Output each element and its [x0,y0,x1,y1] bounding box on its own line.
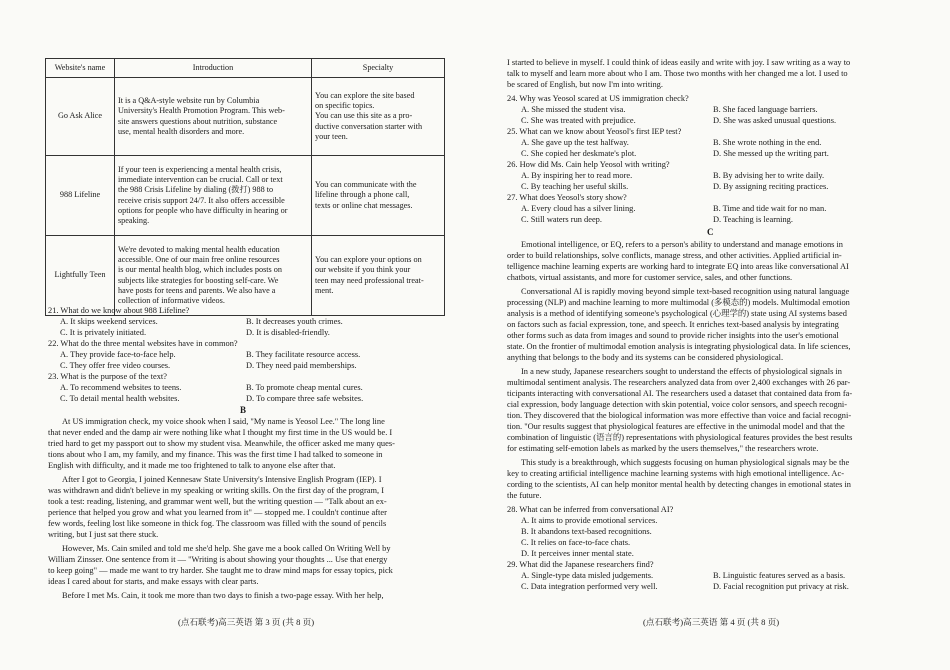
passage-line: for estimating self-emotion labels as marked by the users themselves," the researchers wrote. [507,444,819,453]
option[interactable]: C. It is privately initiated. [60,328,147,337]
intro-line: collection of informative videos. [118,296,225,306]
question-28: 28. What can be inferred from conversational AI? [507,505,674,514]
intro-line: the 988 Crisis Lifeline by dialing (拨打) 988 to [118,185,274,195]
intro-cell [115,78,312,156]
intro-line: speaking. [118,216,150,226]
option[interactable]: C. It relies on face-to-face chats. [521,538,631,547]
header-cell: Specialty [312,59,445,78]
passage-line: anything that belongs to the body and its systems can be considered physiological. [507,353,784,362]
spec-line: You can explore the site based [315,90,415,100]
site-name-cell: 988 Lifeline [46,156,115,236]
table-row [46,236,445,316]
spec-line: You can communicate with the [315,180,417,190]
passage-line: writing, but I just sat there stuck. [48,530,159,539]
option[interactable]: A. Single-type data misled judgements. [521,571,654,580]
spec-line: texts or online chat messages. [315,200,413,210]
spec-line: You can explore your options on [315,254,422,264]
option[interactable]: A. They provide face-to-face help. [60,350,176,359]
passage-line: processing (NLP) and machine learning to more multimodal (多模态的) models. Multimodal emotion [507,298,850,307]
question-25: 25. What can we know about Yeosol's first IEP test? [507,127,682,136]
passage-line: tion. "Our results suggest that physiological features are effective in the unimodal model and that the [507,422,845,431]
option[interactable]: B. By advising her to write daily. [713,171,825,180]
intro-line: University's Health Promotion Program. This web- [118,106,285,116]
question-21: 21. What do we know about 988 Lifeline? [48,306,190,315]
option[interactable]: C. To detail mental health websites. [60,394,180,403]
page-footer: (点石联考)高三英语 第 3 页 (共 8 页) [178,617,315,627]
spec-line: on specific topics. [315,101,375,111]
option[interactable]: C. They offer free video courses. [60,361,171,370]
page-footer: (点石联考)高三英语 第 4 页 (共 8 页) [643,617,780,627]
spec-line: our website if you think your [315,265,411,275]
site-name-cell: Lightfully Teen [46,236,115,316]
spec-line: teen may need professional treat- [315,275,424,285]
passage-line: multimodal sentiment analysis. The researchers analyzed data from over 2,400 exchanges with 26 par- [507,378,851,387]
passage-line: talk to myself and learn more about who I am. Those two months with her changed me a lot. I used to [507,69,848,78]
option[interactable]: C. She was treated with prejudice. [521,116,636,125]
question-27: 27. What does Yeosol's story show? [507,193,627,202]
spec-line: your teen. [315,131,348,141]
option[interactable]: B. Linguistic features served as a basis. [713,571,846,580]
option[interactable]: D. It perceives inner mental state. [521,549,634,558]
option[interactable]: A. She missed the student visa. [521,105,626,114]
intro-line: It is a Q&A-style website run by Columbia [118,95,260,105]
passage-line: In a new study, Japanese researchers sought to understand the effects of physiological signals in [521,367,842,376]
option[interactable]: C. She copied her deskmate's plot. [521,149,637,158]
passage-line: the future. [507,491,542,500]
intro-line: site answers questions about nutrition, substance [118,116,278,126]
passage-line: order to build relationships, solve conflicts, manage stress, and other activities. Applied artificial in- [507,251,842,260]
header-cell: Introduction [115,59,312,78]
intro-line: have posts for teens and parents. We also have a [118,285,276,295]
passage-line: few words, feeling lost like someone in thick fog. The classroom was filled with the sound of pencils [48,519,387,528]
passage-line: tried hard to get my passport out to show my student visa. Meanwhile, the officer asked me many ques- [48,439,395,448]
option[interactable]: A. It skips weekend services. [60,317,158,326]
passage-line: At US immigration check, my voice shook when I said, "My name is Yeosol Lee." The long line [62,417,385,426]
option[interactable]: A. She gave up the test halfway. [521,138,629,147]
option[interactable]: A. By inspiring her to read more. [521,171,633,180]
intro-line: options for people who have difficulty in hearing or [118,205,288,215]
intro-line: If your teen is experiencing a mental health crisis, [118,164,282,174]
passage-line: combination of linguistic (语言的) representations with physiological features provides the best results [507,433,853,442]
option[interactable]: D. Teaching is learning. [713,215,793,224]
intro-line: We're devoted to making mental health education [118,244,280,254]
intro-cell [115,236,312,316]
passage-line: ticipants interacting with conversational AI. The researchers used a dataset that contained data from fa- [507,389,853,398]
option[interactable]: A. Every cloud has a silver lining. [521,204,636,213]
option[interactable]: A. It aims to provide emotional services. [521,516,658,525]
question-22: 22. What do the three mental websites have in common? [48,339,238,348]
intro-line: accessible. One of our main free online resources [118,254,280,264]
passage-line: tion. They discovered that the biological information was more effective than voice and facial recogni- [507,411,852,420]
passage-line: cial expression, body language detection with skin potential, voice color sensors, and speech recogni- [507,400,848,409]
spec-line: ment. [315,285,334,295]
intro-line: is our mental health blog, which includes posts on [118,265,282,275]
table-row [46,156,445,236]
question-24: 24. Why was Yeosol scared at US immigration check? [507,94,689,103]
passage-line: perience that helped you grow and what you learned from it" — stopped me. I couldn't continue after [48,508,387,517]
passage-line: ideas I cared about for starts, and make essays with clear parts. [48,577,259,586]
passage-line: analysis is a method of identifying someone's psychological (心理学的) state using AI systems based [507,309,847,318]
intro-line: use, mental health disorders and more. [118,126,245,136]
passage-line: English with difficulty, and it made me too frightened to talk to anyone else after that. [48,461,336,470]
question-29: 29. What did the Japanese researchers find? [507,560,654,569]
question-26: 26. How did Ms. Cain help Yeosol with writing? [507,160,670,169]
option[interactable]: B. It abandons text-based recognitions. [521,527,652,536]
section-letter: C [707,227,714,237]
option[interactable]: D. It is disabled-friendly. [246,328,330,337]
intro-line: immediate intervention can be crucial. Call or text [118,174,283,184]
option[interactable]: B. She wrote nothing in the end. [713,138,822,147]
option[interactable]: B. To promote cheap mental cures. [246,383,363,392]
passage-line: This study is a breakthrough, which suggests focusing on human physiological signals may be the [521,458,850,467]
option[interactable]: C. Data integration performed very well. [521,582,658,591]
option[interactable]: B. They facilitate resource access. [246,350,361,359]
site-name-cell: Go Ask Alice [46,78,115,156]
intro-cell [115,156,312,236]
table-header-row [46,59,445,78]
option[interactable]: D. They need paid memberships. [246,361,357,370]
passage-line: to keep going" — made me want to try harder. She taught me to draw mind maps for essay topics, pick [48,566,393,575]
option[interactable]: D. She was asked unusual questions. [713,116,837,125]
passage-line: Emotional intelligence, or EQ, refers to a person's ability to understand and manage emotions in [521,240,843,249]
passage-line: William Zinsser. One sentence from it — "Writing is about showing your thoughts ... Use that energy [48,555,388,564]
website-table [45,58,445,316]
option[interactable]: D. Facial recognition put privacy at risk. [713,582,849,591]
option[interactable]: C. Still waters run deep. [521,215,602,224]
option[interactable]: B. Time and tide wait for no man. [713,204,827,213]
passage-line: key to creating artificial intelligence machine learning systems with high emotional intelligence. Ac- [507,469,844,478]
section-letter: B [240,405,247,415]
passage-line: state. On the frontier of multimodal emotion analysis is integrating physiological data. In life sciences, [507,342,851,351]
passage-line: However, Ms. Cain smiled and told me she'd help. She gave me a book called On Writing Well by [62,544,391,553]
spec-line: ductive conversation starter with [315,121,423,131]
specialty-cell [312,78,445,156]
passage-line: other forms such as data from images and sound to provide richer insights into the user's emotional [507,331,839,340]
passage-line: that never ended and the damp air were nothing like what I thought my first time in the US would be. I [48,428,393,437]
option[interactable]: D. She messed up the writing part. [713,149,829,158]
right-page [475,0,950,670]
passage-line: was withdrawn and didn't believe in my speaking or writing skills. On the first day of the program, I [48,486,384,495]
option[interactable]: A. To recommend websites to teens. [60,383,182,392]
passage-line: telligence machine learning experts are working hard to integrate EQ into areas like conversational AI [507,262,849,271]
spec-line: lifeline through a phone call, [315,190,410,200]
passage-line: on factors such as facial expression, tone, and speech. It enriches text-based analysis by integrating [507,320,839,329]
header-cell: Website's name [46,59,115,78]
question-23: 23. What is the purpose of the text? [48,372,167,381]
intro-line: subjects like strategies for boosting self-care. We [118,275,279,285]
option[interactable]: B. It decreases youth crimes. [246,317,343,326]
passage-line: took a test: reading, listening, and grammar went well, but the writing question — "Talk about an ex- [48,497,387,506]
intro-line: receive crisis support 24/7. It also offers accessible [118,195,285,205]
passage-line: Conversational AI is rapidly moving beyond simple text-based recognition using natural language [521,287,850,296]
option[interactable]: D. By assigning reciting practices. [713,182,829,191]
passage-line: After I got to Georgia, I joined Kennesaw State University's Intensive English Program (IEP). I [62,475,382,484]
specialty-cell [312,236,445,316]
passage-line: I started to believe in myself. I could think of ideas easily and write with joy. I saw writing as a way to [507,58,851,67]
table-row [46,78,445,156]
option[interactable]: D. To compare three safe websites. [246,394,364,403]
specialty-cell [312,156,445,236]
option[interactable]: C. By teaching her useful skills. [521,182,629,191]
passage-line: Before I met Ms. Cain, it took me more than two days to finish a two-page essay. With her help, [62,591,384,600]
passage-line: be scared of English, but now I'm into writing. [507,80,663,89]
passage-line: chatbots, virtual assistants, and more for customer service, sales, and other functions. [507,273,793,282]
option[interactable]: B. She faced language barriers. [713,105,818,114]
passage-line: cording to the scientists, AI can help monitor mental health by detecting changes in emotional states in [507,480,851,489]
passage-line: tions about who I am, my family, and my finance. This was the first time I had talked to someone in [48,450,383,459]
spec-line: You can use this site as a pro- [315,111,413,121]
